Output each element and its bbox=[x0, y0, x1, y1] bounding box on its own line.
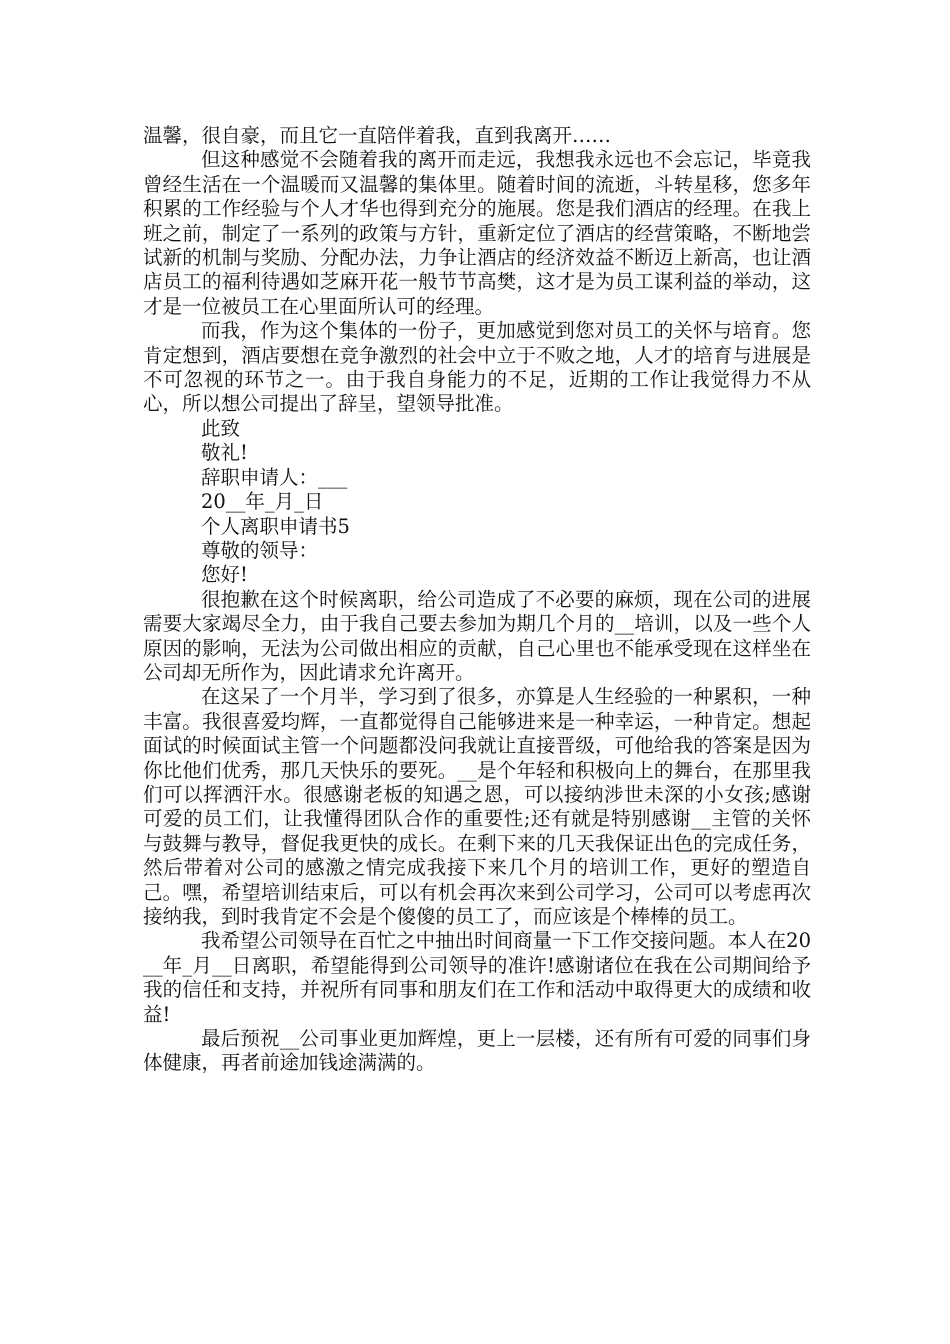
section-title: 个人离职申请书5 bbox=[201, 514, 350, 538]
paragraph-resignation-request: 而我，作为这个集体的一份子，更加感觉到您对员工的关怀与培育。您肯定想到，酒店要想在竞争激烈的社会中立于不败之地，人才的培育与进展是不可忽视的环节之一。由于我自身能力的不足，近期的工作让我觉得力不从心，所以想公司提出了辞呈，望领导批准。 bbox=[143, 319, 811, 416]
paragraph-manager-praise: 但这种感觉不会随着我的离开而走远，我想我永远也不会忘记，毕竟我曾经生活在一个温暖而又温馨的集体里。随着时间的流逝，斗转星移，您多年积累的工作经验与个人才华也得到充分的施展。您是我们酒店的经理。在我上班之前，制定了一系列的政策与方针，重新定位了酒店的经营策略，不断地尝试新的机制与奖励、分配办法，力争让酒店的经济效益不断迈上新高，也让酒店员工的福利待遇如芝麻开花一般节节高樊，这才是为员工谋利益的举动，这才是一位被员工在心里面所认可的经理。 bbox=[143, 148, 811, 318]
document-body bbox=[143, 124, 811, 1076]
paragraph-experience: 在这呆了一个月半，学习到了很多，亦算是人生经验的一种累积，一种丰富。我很喜爱均辉，一直都觉得自己能够进来是一种幸运，一种肯定。想起面试的时候面试主管一个问题都没问我就让直接晋级，可他给我的答案是因为你比他们优秀，那几天快乐的要死。__是个年轻和积极向上的舞台，在那里我们可以挥洒汗水。很感谢老板的知遇之恩，可以接纳涉世未深的小女孩;感谢可爱的员工们，让我懂得团队合作的重要性;还有就是特别感谢__主管的关怀与鼓舞与教导，督促我更快的成长。在剩下来的几天我保证出色的完成任务，然后带着对公司的感激之情完成我接下来几个月的培训工作，更好的塑造自己。嘿，希望培训结束后，可以有机会再次来到公司学习，公司可以考虑再次接纳我，到时我肯定不会是个傻傻的员工了，而应该是个棒棒的员工。 bbox=[143, 685, 811, 928]
greeting-hello: 您好! bbox=[201, 563, 248, 587]
closing-regards: 敬礼! bbox=[201, 441, 248, 465]
paragraph-continuation: 温馨，很自豪，而且它一直陪伴着我，直到我离开…… bbox=[143, 124, 612, 147]
paragraph-apology: 很抱歉在这个时候离职，给公司造成了不必要的麻烦，现在公司的进展需要大家竭尽全力，由于我自己要去参加为期几个月的__培训，以及一些个人原因的影响，无法为公司做出相应的贡献，自己心里也不能承受现在这样坐在公司却无所作为，因此请求允许离开。 bbox=[143, 587, 811, 684]
greeting-recipient: 尊敬的领导： bbox=[201, 538, 319, 562]
paragraph-handover: 我希望公司领导在百忙之中抽出时间商量一下工作交接问题。本人在20__年_月__日离职，希望能得到公司领导的准许!感谢诸位在我在公司期间给予我的信任和支持，并祝所有同事和朋友们在工作和活动中取得更大的成绩和收益! bbox=[143, 929, 811, 1026]
closing-salutation: 此致 bbox=[201, 416, 241, 440]
paragraph-final-wishes: 最后预祝__公司事业更加辉煌，更上一层楼，还有所有可爱的同事们身体健康，再者前途加钱途满满的。 bbox=[143, 1027, 811, 1075]
date-line: 20__年_月_日 bbox=[201, 490, 324, 514]
applicant-signature-line: 辞职申请人：___ bbox=[201, 465, 348, 489]
